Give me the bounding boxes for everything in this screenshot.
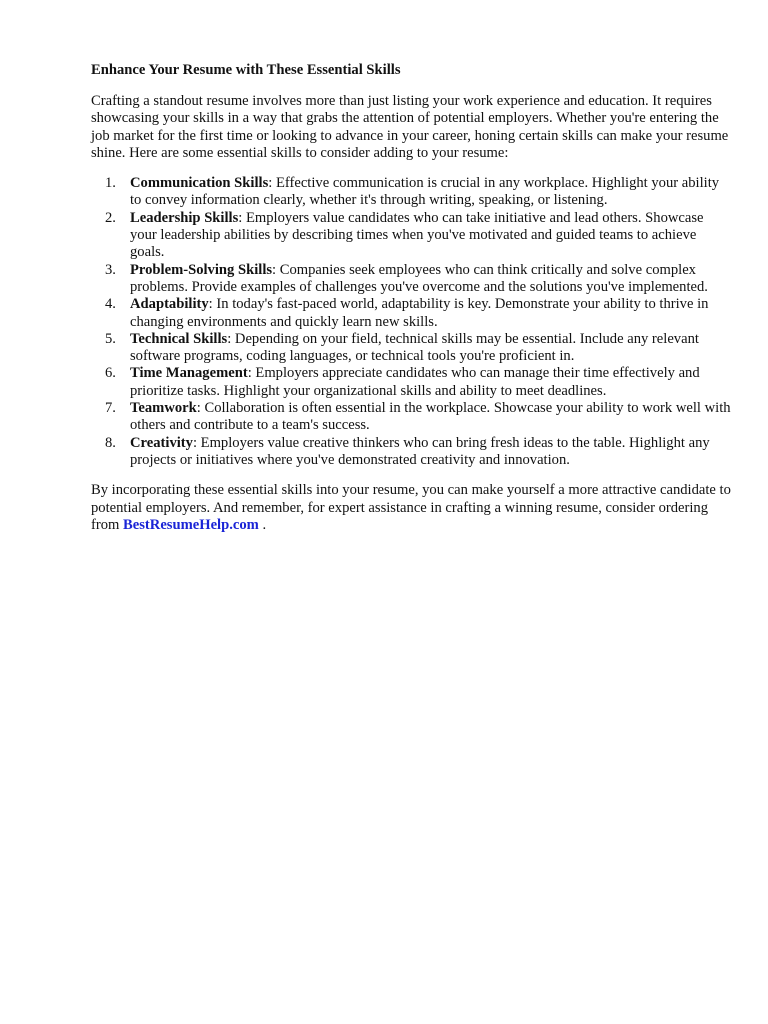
skill-item: [91, 210, 731, 262]
skill-number: 2.: [105, 209, 116, 226]
document-page: [91, 61, 731, 534]
skill-separator: :: [208, 296, 213, 313]
skill-number: 1.: [105, 175, 116, 192]
skill-separator: :: [272, 261, 277, 278]
skill-item: [91, 435, 731, 470]
skill-separator: :: [196, 400, 201, 417]
skill-item: [91, 175, 731, 210]
skill-number: 5.: [105, 330, 116, 347]
skill-name: Technical Skills: [130, 330, 228, 347]
intro-paragraph: Crafting a standout resume involves more than just listing your work experience and education. It requires showcasing your skills in a way that grabs the attention of potential employers. Whether you're entering the job market for the first time or looking to advance in your career, honing certain skills can make your resume shine. Here are some essential skills to consider adding to your resume:: [91, 93, 729, 161]
skill-separator: :: [238, 209, 243, 226]
skill-description: Depending on your field, technical skills may be essential. Include any relevant software programs, coding languages, or technical tools you're proficient in.: [130, 330, 699, 365]
skill-name: Problem-Solving Skills: [130, 261, 273, 278]
skill-description: In today's fast-paced world, adaptability is key. Demonstrate your ability to thrive in changing environments and quickly learn new skills.: [130, 296, 709, 330]
bestresumehelp-link[interactable]: BestResumeHelp.com: [123, 516, 259, 533]
skill-description: Employers value candidates who can take initiative and lead others. Showcase your leadership abilities by describing times when you've motivated and guided teams to achieve goals.: [130, 209, 704, 261]
skill-separator: :: [268, 175, 273, 192]
document-title: Enhance Your Resume with These Essential Skills: [91, 62, 401, 78]
skill-description: Employers appreciate candidates who can manage their time effectively and prioritize tasks. Highlight your organizational skills and ability to meet deadlines.: [130, 365, 700, 399]
skill-item: [91, 296, 731, 331]
skill-number: 7.: [105, 400, 116, 417]
conclusion-end: .: [258, 516, 267, 533]
skill-item: [91, 365, 731, 400]
skills-list: [91, 175, 731, 469]
skill-name: Leadership Skills: [130, 209, 239, 226]
skill-name: Adaptability: [130, 296, 209, 313]
skill-separator: :: [247, 365, 252, 382]
skill-number: 8.: [105, 434, 116, 451]
skill-name: Teamwork: [130, 400, 197, 417]
skill-separator: :: [192, 434, 198, 451]
skill-description: Collaboration is often essential in the workplace. Showcase your ability to work well with others and contribute to a team's success.: [130, 400, 731, 434]
skill-item: [91, 331, 731, 366]
conclusion-paragraph: [91, 482, 731, 534]
skill-description: Companies seek employees who can think critically and solve complex problems. Provide examples of challenges you've overcome and the solutions you've implemented.: [130, 261, 708, 295]
skill-number: 6.: [105, 365, 116, 382]
skill-name: Creativity: [130, 434, 193, 451]
skill-number: 4.: [105, 296, 116, 313]
skill-description: Effective communication is crucial in any workplace. Highlight your ability to convey information clearly, whether it's through writing, speaking, or listening.: [130, 175, 720, 209]
skill-item: [91, 262, 731, 297]
skill-item: [91, 400, 731, 435]
conclusion-text: By incorporating these essential skills into your resume, you can make yourself a more attractive candidate to potential employers. And remember, for expert assistance in crafting a winning resume, consider ordering from: [91, 482, 731, 533]
skill-number: 3.: [105, 261, 116, 278]
skill-separator: :: [227, 330, 232, 347]
skill-name: Time Management: [130, 365, 248, 382]
skill-name: Communication Skills: [130, 175, 269, 192]
skill-description: Employers value creative thinkers who can bring fresh ideas to the table. Highlight any projects or initiatives where you've demonstrated creativity and innovation.: [130, 434, 710, 468]
